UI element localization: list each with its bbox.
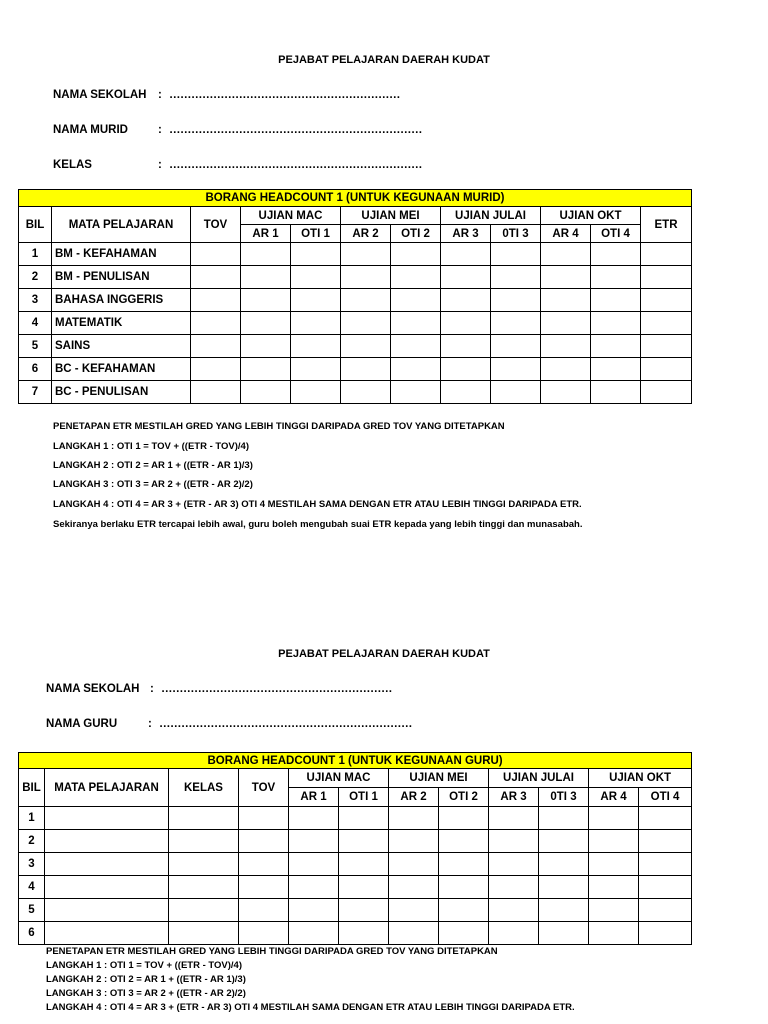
cell-ar1[interactable] [241,335,291,358]
table-banner: BORANG HEADCOUNT 1 (UNTUK KEGUNAAN GURU) [19,753,692,769]
cell-ar2[interactable] [389,807,439,830]
cell-oti1[interactable] [291,289,341,312]
header-ujian-mei: UJIAN MEI [389,769,489,788]
cell-oti2[interactable] [391,266,441,289]
table-row [19,312,692,335]
cell-ar3[interactable] [489,830,539,853]
cell-oti4[interactable] [591,335,641,358]
cell-ar3[interactable] [441,381,491,404]
cell-ar2[interactable] [341,266,391,289]
cell-ar3[interactable] [489,807,539,830]
note-step-4: LANGKAH 4 : OTI 4 = AR 3 + (ETR - AR 3) OTI 4 MESTILAH SAMA DENGAN ETR ATAU LEBIH TINGGI DARIPADA ETR. [46,1002,575,1013]
note-step-2: LANGKAH 2 : OTI 2 = AR 1 + ((ETR - AR 1)/3) [53,460,253,471]
cell-oti4[interactable] [591,266,641,289]
header-ar2: AR 2 [341,225,391,243]
header-bil: BIL [19,207,52,243]
school-name-label: NAMA SEKOLAH [53,89,147,101]
cell-oti2[interactable] [391,381,441,404]
row-bil: 6 [19,358,52,381]
cell-oti3[interactable] [491,289,541,312]
cell-ar2[interactable] [341,243,391,266]
header-ar3: AR 3 [489,788,539,807]
table-row [19,358,692,381]
cell-ar3[interactable] [441,243,491,266]
cell-oti1[interactable] [291,335,341,358]
table-row [19,830,692,853]
cell-oti4[interactable] [591,358,641,381]
cell-subject[interactable] [45,876,169,899]
row-bil: 1 [19,807,45,830]
cell-ar2[interactable] [389,830,439,853]
header-ujian-mac: UJIAN MAC [241,207,341,225]
cell-oti3[interactable] [491,381,541,404]
row-bil: 2 [19,266,52,289]
cell-ar1[interactable] [241,289,291,312]
table-row [19,289,692,312]
cell-ar4[interactable] [589,830,639,853]
header-ar3: AR 3 [441,225,491,243]
cell-oti2[interactable] [439,876,489,899]
cell-ar1[interactable] [241,358,291,381]
header-ar4: AR 4 [541,225,591,243]
header-ujian-julai: UJIAN JULAI [489,769,589,788]
header-oti4: OTI 4 [591,225,641,243]
table-row [19,381,692,404]
note-etr-adjust: Sekiranya berlaku ETR tercapai lebih awal, guru boleh mengubah suai ETR kepada yang lebih tinggi dan munasabah. [53,519,583,530]
cell-oti1[interactable] [291,312,341,335]
row-bil: 4 [19,876,45,899]
cell-ar4[interactable] [541,289,591,312]
header-oti2: OTI 2 [391,225,441,243]
cell-ar1[interactable] [241,312,291,335]
office-title: PEJABAT PELAJARAN DAERAH KUDAT [278,648,490,660]
cell-oti2[interactable] [391,358,441,381]
cell-oti3[interactable] [539,807,589,830]
cell-oti3[interactable] [491,335,541,358]
cell-tov[interactable] [191,289,241,312]
row-bil: 6 [19,922,45,945]
cell-ar1[interactable] [289,876,339,899]
school-name-colon: : [150,683,154,695]
row-bil: 3 [19,853,45,876]
note-etr-rule: PENETAPAN ETR MESTILAH GRED YANG LEBIH TINGGI DARIPADA GRED TOV YANG DITETAPKAN [53,421,505,432]
cell-etr[interactable] [641,289,692,312]
cell-ar3[interactable] [441,358,491,381]
note-step-4: LANGKAH 4 : OTI 4 = AR 3 + (ETR - AR 3) OTI 4 MESTILAH SAMA DENGAN ETR ATAU LEBIH TINGGI DARIPADA ETR. [53,499,582,510]
cell-oti2[interactable] [391,289,441,312]
note-step-2: LANGKAH 2 : OTI 2 = AR 1 + ((ETR - AR 1)/3) [46,974,246,985]
note-etr-rule: PENETAPAN ETR MESTILAH GRED YANG LEBIH TINGGI DARIPADA GRED TOV YANG DITETAPKAN [46,946,498,957]
cell-ar4[interactable] [541,243,591,266]
row-bil: 4 [19,312,52,335]
cell-subject[interactable] [45,899,169,922]
header-ar4: AR 4 [589,788,639,807]
teacher-name-label: NAMA GURU [46,718,118,730]
cell-oti1[interactable] [339,899,389,922]
cell-tov[interactable] [191,243,241,266]
cell-ar4[interactable] [541,266,591,289]
teacher-name-field[interactable]: …………………………………………………………… [159,718,412,730]
cell-oti4[interactable] [639,853,692,876]
cell-ar1[interactable] [289,807,339,830]
school-name-field[interactable]: ……………………………………………………… [161,683,392,695]
cell-ar2[interactable] [341,381,391,404]
cell-oti2[interactable] [391,243,441,266]
cell-kelas[interactable] [169,807,239,830]
cell-kelas[interactable] [169,853,239,876]
cell-ar3[interactable] [489,899,539,922]
school-name-colon: : [158,89,162,101]
table-banner: BORANG HEADCOUNT 1 (UNTUK KEGUNAAN MURID) [19,190,692,207]
cell-ar3[interactable] [441,289,491,312]
note-step-1: LANGKAH 1 : OTI 1 = TOV + ((ETR - TOV)/4) [53,441,250,452]
cell-ar1[interactable] [241,381,291,404]
teacher-name-colon: : [148,718,152,730]
cell-oti1[interactable] [339,807,389,830]
cell-tov[interactable] [239,807,289,830]
school-name-label: NAMA SEKOLAH [46,683,140,695]
row-subject: BC - PENULISAN [52,381,191,404]
header-oti4: OTI 4 [639,788,692,807]
cell-etr[interactable] [641,381,692,404]
row-subject: BC - KEFAHAMAN [52,358,191,381]
cell-ar1[interactable] [289,899,339,922]
row-bil: 5 [19,899,45,922]
header-etr: ETR [641,207,692,243]
cell-ar2[interactable] [341,289,391,312]
cell-etr[interactable] [641,243,692,266]
row-bil: 7 [19,381,52,404]
header-ujian-mei: UJIAN MEI [341,207,441,225]
cell-oti2[interactable] [439,922,489,945]
cell-ar4[interactable] [589,853,639,876]
cell-oti1[interactable] [291,358,341,381]
cell-ar4[interactable] [541,381,591,404]
cell-oti2[interactable] [391,335,441,358]
cell-ar1[interactable] [241,266,291,289]
table-row [19,876,692,899]
cell-oti2[interactable] [439,807,489,830]
header-ujian-mac: UJIAN MAC [289,769,389,788]
header-ar1: AR 1 [289,788,339,807]
office-title: PEJABAT PELAJARAN DAERAH KUDAT [278,54,490,66]
table-row [19,266,692,289]
cell-kelas[interactable] [169,830,239,853]
header-oti2: OTI 2 [439,788,489,807]
note-step-3: LANGKAH 3 : OTI 3 = AR 2 + ((ETR - AR 2)/2) [53,479,253,490]
cell-oti2[interactable] [439,853,489,876]
cell-ar4[interactable] [541,312,591,335]
header-mata-pelajaran: MATA PELAJARAN [52,207,191,243]
cell-kelas[interactable] [169,876,239,899]
cell-oti2[interactable] [391,312,441,335]
header-oti3: 0TI 3 [491,225,541,243]
cell-tov[interactable] [191,358,241,381]
cell-ar3[interactable] [489,922,539,945]
cell-etr[interactable] [641,312,692,335]
cell-oti1[interactable] [291,266,341,289]
row-bil: 5 [19,335,52,358]
cell-tov[interactable] [191,312,241,335]
row-bil: 2 [19,830,45,853]
cell-oti1[interactable] [339,853,389,876]
cell-ar2[interactable] [389,876,439,899]
cell-etr[interactable] [641,335,692,358]
cell-ar1[interactable] [289,922,339,945]
cell-oti1[interactable] [339,830,389,853]
row-subject: BAHASA INGGERIS [52,289,191,312]
cell-ar4[interactable] [541,358,591,381]
header-tov: TOV [239,769,289,807]
cell-oti3[interactable] [539,899,589,922]
cell-oti3[interactable] [539,876,589,899]
cell-ar3[interactable] [441,266,491,289]
class-label: KELAS [53,159,92,171]
cell-oti4[interactable] [639,876,692,899]
student-name-colon: : [158,124,162,136]
school-name-field[interactable]: ……………………………………………………… [169,89,400,101]
cell-tov[interactable] [239,876,289,899]
cell-ar3[interactable] [441,312,491,335]
cell-ar4[interactable] [589,899,639,922]
cell-ar4[interactable] [589,922,639,945]
class-field[interactable]: …………………………………………………………… [169,159,422,171]
cell-tov[interactable] [191,266,241,289]
cell-etr[interactable] [641,266,692,289]
table-row [19,853,692,876]
cell-oti4[interactable] [639,922,692,945]
header-oti3: 0TI 3 [539,788,589,807]
cell-ar2[interactable] [389,899,439,922]
cell-oti1[interactable] [339,922,389,945]
header-kelas: KELAS [169,769,239,807]
cell-ar2[interactable] [341,358,391,381]
cell-oti2[interactable] [439,899,489,922]
cell-tov[interactable] [239,899,289,922]
cell-oti1[interactable] [291,243,341,266]
cell-oti4[interactable] [639,899,692,922]
cell-kelas[interactable] [169,922,239,945]
cell-ar4[interactable] [589,876,639,899]
table-row [19,922,692,945]
row-subject: MATEMATIK [52,312,191,335]
cell-ar3[interactable] [489,876,539,899]
cell-ar4[interactable] [541,335,591,358]
cell-oti4[interactable] [591,243,641,266]
row-subject: SAINS [52,335,191,358]
cell-subject[interactable] [45,853,169,876]
cell-tov[interactable] [239,830,289,853]
row-bil: 3 [19,289,52,312]
row-bil: 1 [19,243,52,266]
cell-oti4[interactable] [591,289,641,312]
note-step-3: LANGKAH 3 : OTI 3 = AR 2 + ((ETR - AR 2)/2) [46,988,246,999]
cell-tov[interactable] [239,853,289,876]
header-oti1: OTI 1 [339,788,389,807]
cell-oti1[interactable] [291,381,341,404]
cell-tov[interactable] [191,381,241,404]
header-bil: BIL [19,769,45,807]
table-row [19,335,692,358]
note-step-1: LANGKAH 1 : OTI 1 = TOV + ((ETR - TOV)/4) [46,960,243,971]
header-ujian-julai: UJIAN JULAI [441,207,541,225]
header-ar1: AR 1 [241,225,291,243]
cell-oti3[interactable] [491,243,541,266]
class-colon: : [158,159,162,171]
row-subject: BM - PENULISAN [52,266,191,289]
header-ujian-okt: UJIAN OKT [589,769,692,788]
cell-tov[interactable] [191,335,241,358]
table-row [19,807,692,830]
student-name-field[interactable]: …………………………………………………………… [169,124,422,136]
cell-oti1[interactable] [339,876,389,899]
header-ujian-okt: UJIAN OKT [541,207,641,225]
header-ar2: AR 2 [389,788,439,807]
cell-oti3[interactable] [539,830,589,853]
cell-oti3[interactable] [491,266,541,289]
cell-ar2[interactable] [341,335,391,358]
headcount-table-teacher [18,752,692,945]
cell-ar3[interactable] [441,335,491,358]
cell-ar3[interactable] [489,853,539,876]
table-row [19,899,692,922]
cell-tov[interactable] [239,922,289,945]
cell-oti4[interactable] [591,381,641,404]
cell-oti3[interactable] [539,922,589,945]
cell-oti4[interactable] [591,312,641,335]
cell-kelas[interactable] [169,899,239,922]
cell-oti4[interactable] [639,807,692,830]
cell-oti2[interactable] [439,830,489,853]
cell-oti3[interactable] [491,358,541,381]
row-subject: BM - KEFAHAMAN [52,243,191,266]
headcount-table-student [18,189,692,404]
cell-oti4[interactable] [639,830,692,853]
header-mata-pelajaran: MATA PELAJARAN [45,769,169,807]
cell-etr[interactable] [641,358,692,381]
cell-oti3[interactable] [539,853,589,876]
cell-ar1[interactable] [241,243,291,266]
cell-oti3[interactable] [491,312,541,335]
cell-subject[interactable] [45,807,169,830]
header-oti1: OTI 1 [291,225,341,243]
cell-ar2[interactable] [389,853,439,876]
cell-ar4[interactable] [589,807,639,830]
cell-ar1[interactable] [289,830,339,853]
cell-ar1[interactable] [289,853,339,876]
cell-ar2[interactable] [341,312,391,335]
table-row [19,243,692,266]
cell-subject[interactable] [45,922,169,945]
cell-ar2[interactable] [389,922,439,945]
cell-subject[interactable] [45,830,169,853]
header-tov: TOV [191,207,241,243]
student-name-label: NAMA MURID [53,124,128,136]
